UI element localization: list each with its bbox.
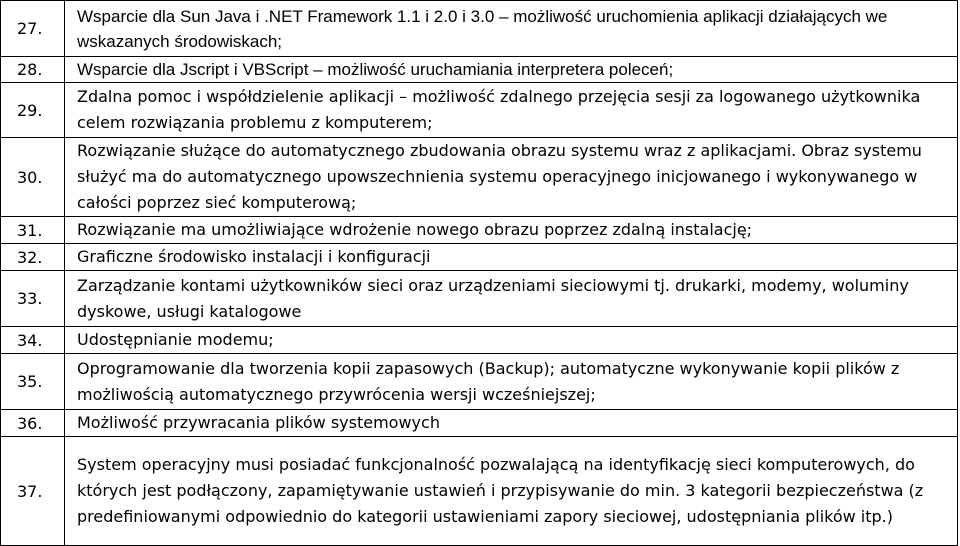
row-description: Wsparcie dla Jscript i VBScript – możliwość uruchamiania interpretera poleceń; [65,57,958,83]
row-description: Rozwiązanie służące do automatycznego zbudowania obrazu systemu wraz z aplikacjami. Obraz systemu służyć ma do automatycznego upowszechnienia systemu operacyjnego inicjowanego i wykonywanego w całości poprzez sieć komputerową; [65,138,958,217]
row-number: 32. [1,244,65,271]
table-row [1,217,958,244]
table-row [1,1,958,57]
row-number: 27. [1,1,65,57]
table-row [1,57,958,83]
row-number: 35. [1,354,65,410]
row-description: Wsparcie dla Sun Java i .NET Framework 1.1 i 2.0 i 3.0 – możliwość uruchomienia aplikacji działających we wskazanych środowiskach; [65,1,958,57]
row-description: Udostępnianie modemu; [65,327,958,354]
row-number: 37. [1,437,65,546]
row-description: Graficzne środowisko instalacji i konfiguracji [65,244,958,271]
table-row [1,244,958,271]
row-description: Rozwiązanie ma umożliwiające wdrożenie nowego obrazu poprzez zdalną instalację; [65,217,958,244]
row-description: Zarządzanie kontami użytkowników sieci oraz urządzeniami sieciowymi tj. drukarki, modemy, woluminy dyskowe, usługi katalogowe [65,271,958,327]
row-number: 34. [1,327,65,354]
row-number: 29. [1,83,65,138]
row-number: 33. [1,271,65,327]
row-number: 30. [1,138,65,217]
row-number: 31. [1,217,65,244]
row-description: Zdalna pomoc i współdzielenie aplikacji – możliwość zdalnego przejęcia sesji za logowanego użytkownika celem rozwiązania problemu z komputerem; [65,83,958,138]
row-description: Oprogramowanie dla tworzenia kopii zapasowych (Backup); automatyczne wykonywanie kopii plików z możliwością automatycznego przywrócenia wersji wcześniejszej; [65,354,958,410]
table-row [1,138,958,217]
table-row [1,327,958,354]
table-row [1,437,958,546]
row-description: Możliwość przywracania plików systemowych [65,410,958,437]
table-row [1,271,958,327]
row-description: System operacyjny musi posiadać funkcjonalność pozwalającą na identyfikację sieci komputerowych, do których jest podłączony, zapamiętywanie ustawień i przypisywanie do min. 3 kategorii bezpieczeństwa (z predefiniowanymi odpowiednio do kategorii ustawieniami zapory sieciowej, udostępniania plików itp.) [65,437,958,546]
table-row [1,410,958,437]
row-number: 36. [1,410,65,437]
table-row [1,83,958,138]
table-row [1,354,958,410]
row-number: 28. [1,57,65,83]
